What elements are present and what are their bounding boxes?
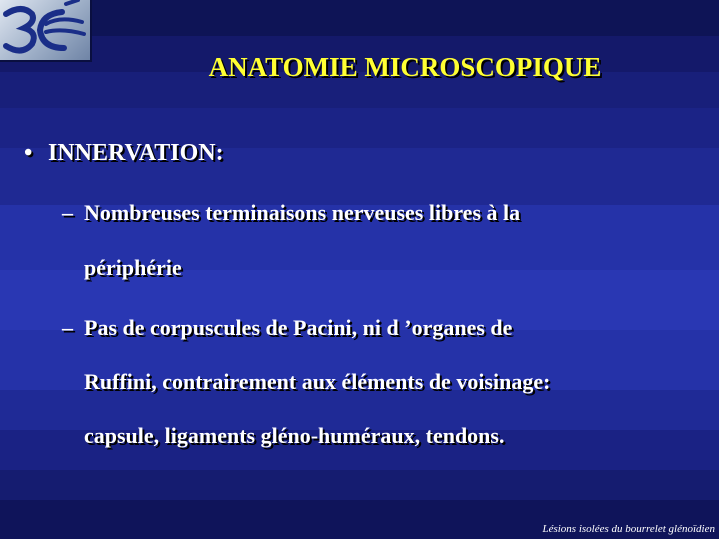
sub-item-1-text: Nombreuses terminaisons nerveuses libres à la — [84, 200, 521, 225]
bullet-dot: • — [24, 140, 33, 166]
sub-item-1-line-1 — [62, 200, 520, 226]
bullet-innervation — [24, 140, 224, 167]
sub-item-2-line-2: Ruffini, contrairement aux éléments de voisinage: — [84, 369, 551, 394]
slide-title: ANATOMIE MICROSCOPIQUE — [208, 52, 602, 82]
sub-item-2-text: Pas de corpuscules de Pacini, ni d ’organes de — [84, 315, 513, 340]
3c-logo-icon — [0, 0, 90, 60]
sub-item-2-line-3: capsule, ligaments gléno-huméraux, tendons. — [84, 423, 505, 448]
bullet-label: INNERVATION: — [48, 140, 224, 166]
sub-item-1-dash: – — [62, 200, 73, 225]
sub-item-1-line-2: périphérie — [84, 255, 182, 280]
footer-caption: Lésions isolées du bourrelet glénoïdien — [542, 523, 715, 535]
sub-item-2-line-1 — [62, 315, 512, 341]
sub-item-2-dash: – — [62, 315, 73, 340]
